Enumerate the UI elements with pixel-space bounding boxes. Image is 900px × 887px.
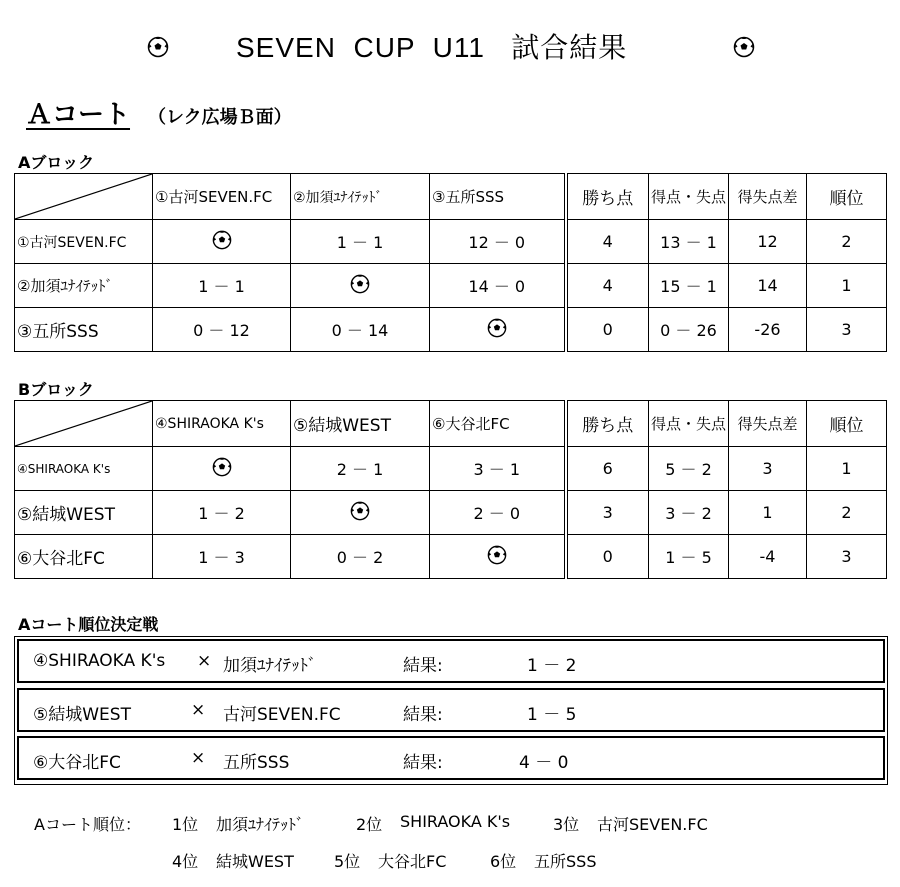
diagonal-header-cell	[15, 401, 153, 447]
match-vs: ×	[191, 748, 206, 768]
goal-diff: -26	[729, 308, 807, 352]
block-b-label: Bブロック	[18, 380, 94, 399]
match-vs: ×	[191, 700, 206, 720]
column-points: 勝ち点	[566, 401, 649, 447]
match-home: ⑤結城WEST	[33, 705, 131, 725]
rank-place: 2位	[356, 815, 383, 834]
match-result-label: 結果:	[403, 753, 443, 773]
court-name: Ａコート	[26, 100, 131, 130]
page-title-bar	[0, 26, 900, 66]
self-match-cell	[291, 264, 430, 308]
column-goal-diff: 得失点差	[729, 174, 807, 220]
soccer-ball-icon	[350, 279, 370, 298]
soccer-ball-icon	[147, 36, 169, 62]
rank: 1	[807, 447, 887, 491]
table-row	[15, 220, 887, 264]
match-home: ④SHIRAOKA K's	[33, 651, 166, 671]
match-result: 1 － 1	[291, 220, 430, 264]
match-home: ⑥大谷北FC	[33, 753, 121, 773]
goal-diff: -4	[729, 535, 807, 579]
column-goals: 得点・失点	[649, 174, 729, 220]
column-team-6: ⑥大谷北FC	[430, 401, 566, 447]
column-goal-diff: 得失点差	[729, 401, 807, 447]
points: 0	[566, 308, 649, 352]
match-away: 五所SSS	[223, 753, 290, 773]
column-team-5: ⑤結城WEST	[291, 401, 430, 447]
points: 6	[566, 447, 649, 491]
match-result-label: 結果:	[403, 705, 443, 725]
column-rank: 順位	[807, 174, 887, 220]
rank: 2	[807, 491, 887, 535]
diagonal-header-cell	[15, 174, 153, 220]
court-venue: （レク広場Ｂ面）	[148, 107, 292, 128]
points: 4	[566, 264, 649, 308]
goals: 5 － 2	[649, 447, 729, 491]
rank-place: 1位	[172, 815, 199, 834]
soccer-ball-icon	[350, 506, 370, 525]
column-rank: 順位	[807, 401, 887, 447]
rank: 3	[807, 308, 887, 352]
goal-diff: 12	[729, 220, 807, 264]
self-match-cell	[291, 491, 430, 535]
column-goals: 得点・失点	[649, 401, 729, 447]
goals: 13 － 1	[649, 220, 729, 264]
court-heading	[26, 94, 292, 131]
row-team: ⑥大谷北FC	[15, 535, 153, 579]
rank: 2	[807, 220, 887, 264]
table-row	[15, 308, 887, 352]
self-match-cell	[430, 535, 566, 579]
rank: 1	[807, 264, 887, 308]
match-away: 古河SEVEN.FC	[223, 705, 341, 725]
goals: 1 － 5	[649, 535, 729, 579]
column-team-3: ③五所SSS	[430, 174, 566, 220]
match-score: 1 － 5	[527, 705, 577, 725]
rank-team: 大谷北FC	[378, 852, 447, 871]
row-team: ⑤結城WEST	[15, 491, 153, 535]
placement-match	[17, 736, 885, 780]
placement-match	[17, 639, 885, 683]
rank-place: 5位	[334, 852, 361, 871]
match-score: 4 － 0	[519, 753, 569, 773]
column-team-1: ①古河SEVEN.FC	[153, 174, 291, 220]
match-result: 0 － 12	[153, 308, 291, 352]
match-result: 1 － 3	[153, 535, 291, 579]
rank-place: 3位	[553, 815, 580, 834]
placement-label: Aコート順位決定戦	[18, 615, 159, 634]
rank-team: 結城WEST	[216, 852, 294, 871]
rank-team: 古河SEVEN.FC	[597, 815, 708, 834]
match-result: 2 － 1	[291, 447, 430, 491]
match-vs: ×	[197, 651, 212, 671]
points: 3	[566, 491, 649, 535]
row-team: ③五所SSS	[15, 308, 153, 352]
soccer-ball-icon	[212, 235, 232, 254]
table-row	[15, 491, 887, 535]
placement-matches	[14, 636, 888, 785]
match-result: 1 － 2	[153, 491, 291, 535]
placement-match	[17, 688, 885, 732]
points: 0	[566, 535, 649, 579]
block-a-table	[14, 173, 887, 352]
goal-diff: 14	[729, 264, 807, 308]
table-row	[15, 535, 887, 579]
column-points: 勝ち点	[566, 174, 649, 220]
match-result: 3 － 1	[430, 447, 566, 491]
soccer-ball-icon	[733, 36, 755, 62]
match-result: 1 － 1	[153, 264, 291, 308]
goal-diff: 1	[729, 491, 807, 535]
match-result: 12 － 0	[430, 220, 566, 264]
self-match-cell	[153, 220, 291, 264]
soccer-ball-icon	[487, 550, 507, 569]
table-row	[15, 264, 887, 308]
column-team-4: ④SHIRAOKA K's	[153, 401, 291, 447]
block-b-table	[14, 400, 887, 579]
rank-team: 加須ﾕﾅｲﾃｯﾄﾞ	[216, 815, 305, 834]
rank-place: 6位	[490, 852, 517, 871]
final-ranking-label: Aコート順位：	[34, 815, 141, 834]
column-team-2: ②加須ﾕﾅｲﾃｯﾄﾞ	[291, 174, 430, 220]
rank-team: 五所SSS	[534, 852, 597, 871]
match-result: 2 － 0	[430, 491, 566, 535]
goals: 3 － 2	[649, 491, 729, 535]
match-result: 0 － 14	[291, 308, 430, 352]
rank-team: SHIRAOKA K's	[400, 812, 511, 831]
match-result-label: 結果:	[403, 656, 443, 676]
self-match-cell	[430, 308, 566, 352]
goals: 0 － 26	[649, 308, 729, 352]
table-row	[15, 447, 887, 491]
row-team: ④SHIRAOKA K's	[15, 447, 153, 491]
goal-diff: 3	[729, 447, 807, 491]
soccer-ball-icon	[212, 462, 232, 481]
match-result: 14 － 0	[430, 264, 566, 308]
self-match-cell	[153, 447, 291, 491]
row-team: ②加須ﾕﾅｲﾃｯﾄﾞ	[15, 264, 153, 308]
final-ranking-line-2	[0, 849, 900, 871]
block-a-label: Aブロック	[18, 153, 95, 172]
match-score: 1 － 2	[527, 656, 577, 676]
soccer-ball-icon	[487, 323, 507, 342]
rank-place: 4位	[172, 852, 199, 871]
page-title: SEVEN CUP U11 試合結果	[236, 32, 628, 63]
final-ranking-line-1	[0, 812, 900, 834]
points: 4	[566, 220, 649, 264]
match-result: 0 － 2	[291, 535, 430, 579]
goals: 15 － 1	[649, 264, 729, 308]
row-team: ①古河SEVEN.FC	[15, 220, 153, 264]
match-away: 加須ﾕﾅｲﾃｯﾄﾞ	[223, 656, 317, 676]
rank: 3	[807, 535, 887, 579]
